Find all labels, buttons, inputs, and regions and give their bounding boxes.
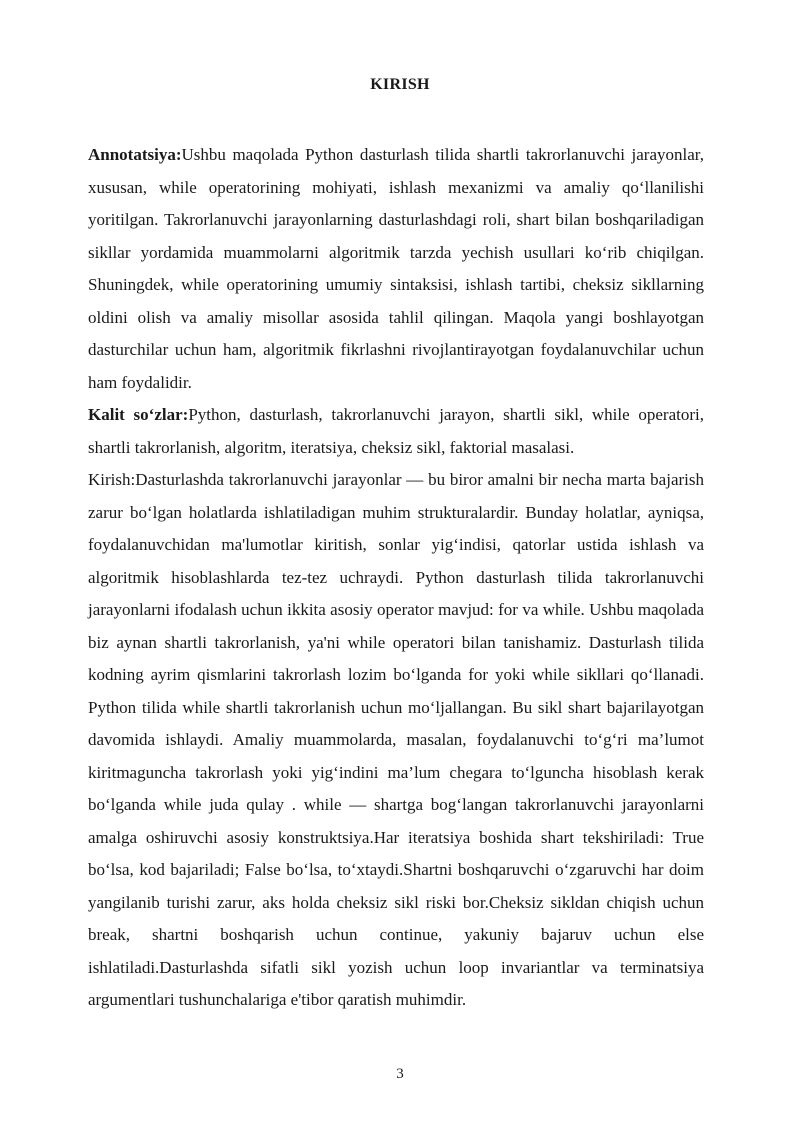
annotation-label: Annotatsiya: [88,145,182,164]
keywords-text: Python, dasturlash, takrorlanuvchi jarayon, shartli sikl, while operatori, shartli takrorlanish, algoritm, iteratsiya, cheksiz sikl, faktorial masalasi. [88,405,704,457]
annotation-paragraph [88,139,704,399]
page-number: 3 [396,1066,404,1082]
document-body [88,139,704,1017]
page-title: KIRISH [370,76,430,93]
introduction-paragraph: Kirish:Dasturlashda takrorlanuvchi jarayonlar — bu biror amalni bir necha marta bajarish zarur bo‘lgan holatlarda ishlatiladigan muhim strukturalardir. Bunday holatlar, ayniqsa, foydalanuvchidan ma'lumotlar kiritish, sonlar yig‘indisi, qatorlar ustida ishlash va algoritmik hisoblashlarda tez-tez uchraydi. Python dasturlash tilida takrorlanuvchi jarayonlarni ifodalash uchun ikkita asosiy operator mavjud: for va while. Ushbu maqolada biz aynan shartli takrorlanish, ya'ni while operatori bilan tanishamiz. Dasturlash tilida kodning ayrim qismlarini takrorlash lozim bo‘lganda for yoki while sikllari qo‘llanadi. Python tilida while shartli takrorlanish uchun mo‘ljallangan. Bu sikl shart bajarilayotgan davomida ishlaydi. Amaliy muammolarda, masalan, foydalanuvchi to‘g‘ri ma’lumot kiritmaguncha takrorlash yoki yig‘indini ma’lum chegara to‘lguncha hisoblash kerak bo‘lganda while juda qulay . while — shartga bog‘langan takrorlanuvchi jarayonlarni amalga oshiruvchi asosiy konstruktsiya.Har iteratsiya boshida shart tekshiriladi: True bo‘lsa, kod bajariladi; False bo‘lsa, to‘xtaydi.Shartni boshqaruvchi o‘zgaruvchi har doim yangilanib turishi zarur, aks holda cheksiz sikl riski bor.Cheksiz sikldan chiqish uchun break, shartni boshqarish uchun continue, yakuniy bajaruv uchun else ishlatiladi.Dasturlashda sifatli sikl yozish uchun loop invariantlar va terminatsiya argumentlari tushunchalariga e'tibor qaratish muhimdir. [88,470,704,1009]
keywords-label: Kalit so‘zlar: [88,405,189,424]
keywords-paragraph [88,399,704,464]
annotation-text: Ushbu maqolada Python dasturlash tilida shartli takrorlanuvchi jarayonlar, xususan, while operatorining mohiyati, ishlash mexanizmi va amaliy qo‘llanilishi yoritilgan. Takrorlanuvchi jarayonlarning dasturlashdagi roli, shart bilan boshqariladigan sikllar yordamida muammolarni algoritmik tarzda yechish usullari ko‘rib chiqilgan. Shuningdek, while operatorining umumiy sintaksisi, ishlash tartibi, cheksiz sikllarning oldini olish va amaliy misollar asosida tahlil qilingan. Maqola yangi boshlayotgan dasturchilar uchun ham, algoritmik fikrlashni rivojlantirayotgan foydalanuvchilar uchun ham foydalidir. [88,145,704,392]
